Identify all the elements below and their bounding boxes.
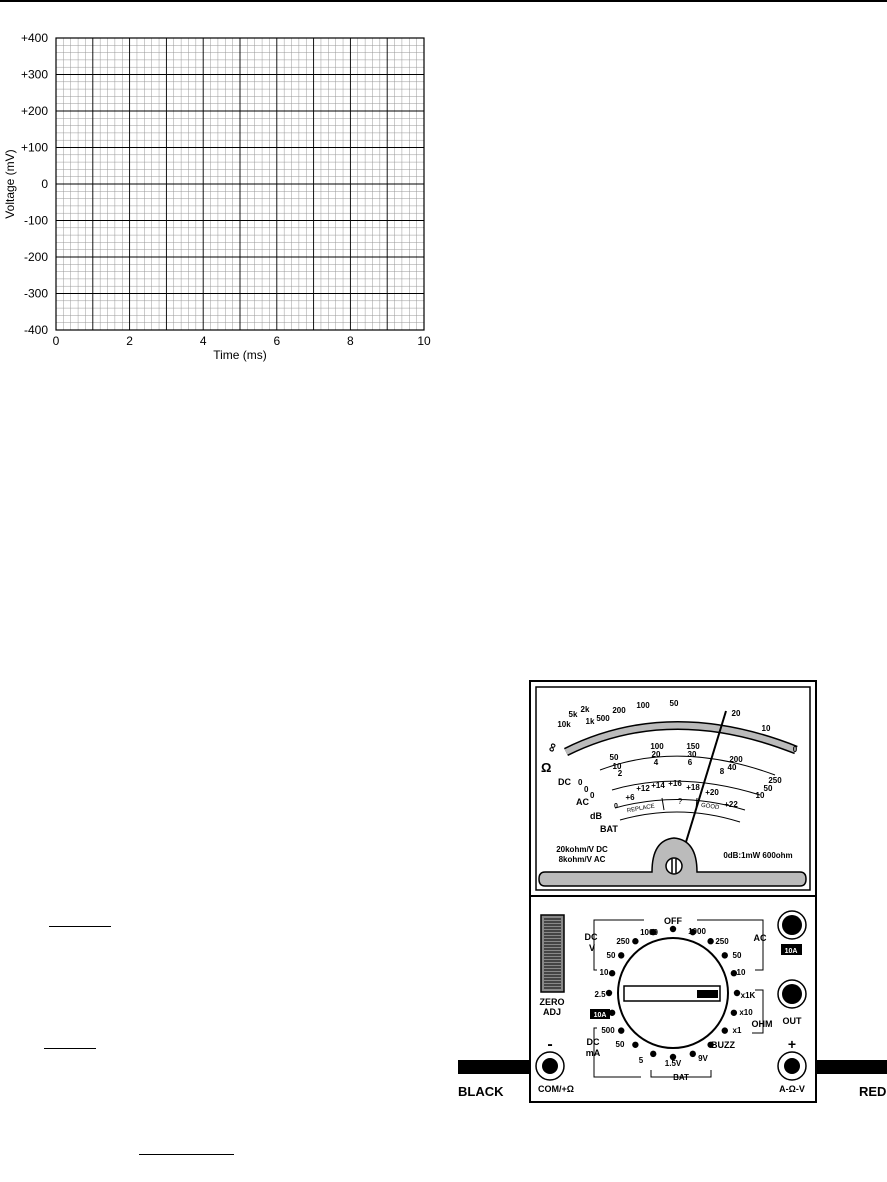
dc-4: 4 <box>653 758 659 767</box>
zero-1: 0 <box>578 778 583 787</box>
ohm-10: 10 <box>761 724 771 733</box>
spec-8kohm-ac: 8kohm/V AC <box>558 855 606 864</box>
range-dot[interactable] <box>690 1051 696 1057</box>
dcv-label-v: V <box>588 943 596 953</box>
db-plus18: +18 <box>686 783 700 792</box>
bat-unknown: ? <box>677 797 683 806</box>
zero-adj-label-1: ZERO <box>539 997 565 1007</box>
red-lead-label: RED <box>859 1084 887 1099</box>
ten-a-badge-left: 10A <box>593 1012 607 1019</box>
ohm-x10: x10 <box>739 1008 753 1017</box>
db-plus12: +12 <box>636 784 650 793</box>
ohm-label: OHM <box>751 1019 773 1029</box>
bat-good: GOOD <box>700 802 720 812</box>
x-tick-label: 8 <box>347 334 354 348</box>
db-plus16: +16 <box>668 779 682 788</box>
spec-0db-600ohm: 0dB:1mW 600ohm <box>723 851 793 860</box>
dcv-1000: 1000 <box>640 928 658 937</box>
db-plus14: +14 <box>651 781 665 790</box>
x-tick-label: 4 <box>199 334 207 348</box>
range-dot[interactable] <box>722 952 728 958</box>
dc-40: 40 <box>727 763 737 772</box>
dc-6: 6 <box>687 758 693 767</box>
ohm-symbol: Ω <box>541 760 552 775</box>
range-dot[interactable] <box>722 1027 728 1033</box>
dc-label: DC <box>558 777 571 787</box>
y-tick-label: 0 <box>41 177 48 191</box>
dcv-250: 250 <box>616 937 630 946</box>
x-axis-label: Time (ms) <box>213 348 267 362</box>
range-dot[interactable] <box>650 1051 656 1057</box>
ohm-500: 500 <box>596 714 610 723</box>
spec-20kohm-dc: 20kohm/V DC <box>556 845 608 854</box>
y-tick-label: +400 <box>20 31 48 45</box>
y-axis-label: Voltage (mV) <box>3 149 17 219</box>
range-dot[interactable] <box>618 952 624 958</box>
ohm-100: 100 <box>636 701 650 710</box>
dcv-10: 10 <box>599 968 609 977</box>
pos-jack-label: A-Ω-V <box>779 1084 805 1094</box>
pos-jack[interactable] <box>784 1058 800 1074</box>
ohm-0: 0 <box>792 745 798 754</box>
range-dot[interactable] <box>632 938 638 944</box>
pos-jack-sign: + <box>787 1036 797 1052</box>
range-dot[interactable] <box>670 926 676 932</box>
ac-label: AC <box>576 797 589 807</box>
range-dot[interactable] <box>734 990 740 996</box>
range-dot[interactable] <box>731 1010 737 1016</box>
range-dot[interactable] <box>618 1027 624 1033</box>
y-tick-label: -200 <box>23 250 48 264</box>
ten-a-jack[interactable] <box>782 915 802 935</box>
bat-1-5v: 1.5V <box>664 1059 682 1068</box>
dc-200: 200 <box>729 755 743 764</box>
zero-3: 0 <box>590 791 595 800</box>
acv-50: 50 <box>732 951 742 960</box>
x-tick-label: 2 <box>126 334 133 348</box>
dcma-5: 5 <box>638 1056 644 1065</box>
zero-2: 0 <box>584 785 589 794</box>
x-tick-label: 0 <box>52 334 60 348</box>
out-jack[interactable] <box>782 984 802 1004</box>
dial-bat-label: BAT <box>673 1073 689 1082</box>
acv-1000: 1000 <box>688 927 706 936</box>
y-tick-label: +300 <box>20 67 48 82</box>
db-plus6: +6 <box>625 793 635 802</box>
x-tick-label: 10 <box>417 334 431 348</box>
dcma-label-dc: DC <box>586 1037 600 1047</box>
dc-2: 2 <box>617 769 623 778</box>
ten-a-jack-label: 10A <box>784 948 798 955</box>
db-plus20: +20 <box>705 788 719 797</box>
dc-150: 150 <box>686 742 700 751</box>
dcma-500: 500 <box>601 1026 615 1035</box>
dc-20: 20 <box>651 750 661 759</box>
range-dot[interactable] <box>707 938 713 944</box>
ohm-5k: 5k <box>568 710 578 719</box>
ohm-x1k: x1K <box>740 991 756 1000</box>
com-jack[interactable] <box>542 1058 558 1074</box>
dcv-2-5: 2.5 <box>594 990 606 999</box>
bat-9v: 9V <box>698 1054 708 1063</box>
ohm-200: 200 <box>612 706 626 715</box>
bat-label: BAT <box>600 824 618 834</box>
bat-replace: REPLACE <box>626 803 656 815</box>
black-lead-label: BLACK <box>458 1084 504 1099</box>
zero-adj-label-2: ADJ <box>542 1007 562 1017</box>
ohm-20: 20 <box>731 709 741 718</box>
y-tick-label: +100 <box>20 140 48 155</box>
x-tick-label: 6 <box>273 334 281 348</box>
y-tick-label: -300 <box>23 286 48 301</box>
db-label: dB <box>590 811 602 821</box>
infinity-symbol: ∞ <box>543 740 561 755</box>
dc-10b: 10 <box>755 791 765 800</box>
dcv-label-dc: DC <box>584 932 598 942</box>
y-tick-label: +200 <box>20 104 48 118</box>
knob-pointer-indicator <box>697 990 718 998</box>
dc-30: 30 <box>687 750 697 759</box>
com-jack-sign: - <box>547 1036 553 1053</box>
db-plus22: +22 <box>724 800 738 809</box>
out-jack-label: OUT <box>782 1016 802 1026</box>
range-dot[interactable] <box>632 1042 638 1048</box>
dc-100: 100 <box>650 742 664 751</box>
dcma-50: 50 <box>615 1040 625 1049</box>
zero-screw[interactable] <box>666 858 682 874</box>
dc-250: 250 <box>768 776 782 785</box>
zero-adj-wheel[interactable] <box>541 915 564 992</box>
dcma-label-ma: mA <box>585 1048 601 1058</box>
dcv-50: 50 <box>606 951 616 960</box>
dc-50b: 50 <box>763 784 773 793</box>
ohm-10k: 10k <box>557 720 571 729</box>
ohm-2k: 2k <box>580 705 590 714</box>
acv-10: 10 <box>736 968 746 977</box>
range-dot[interactable] <box>609 970 615 976</box>
zero-4: 0 <box>614 803 618 810</box>
ohm-1k: 1k <box>585 717 595 726</box>
dc-10: 10 <box>612 762 622 771</box>
dc-50: 50 <box>609 753 619 762</box>
ohm-x1: x1 <box>732 1026 742 1035</box>
y-tick-label: -100 <box>23 213 48 228</box>
ohm-50: 50 <box>669 699 679 708</box>
range-dot[interactable] <box>606 990 612 996</box>
com-jack-label: COM/+Ω <box>538 1084 574 1094</box>
dial-off: OFF <box>664 916 682 926</box>
dial-buzz: BUZZ <box>711 1040 735 1050</box>
dc-8: 8 <box>719 767 725 776</box>
y-tick-label: -400 <box>23 323 48 337</box>
acv-250: 250 <box>715 937 729 946</box>
acv-label: AC <box>753 933 767 943</box>
